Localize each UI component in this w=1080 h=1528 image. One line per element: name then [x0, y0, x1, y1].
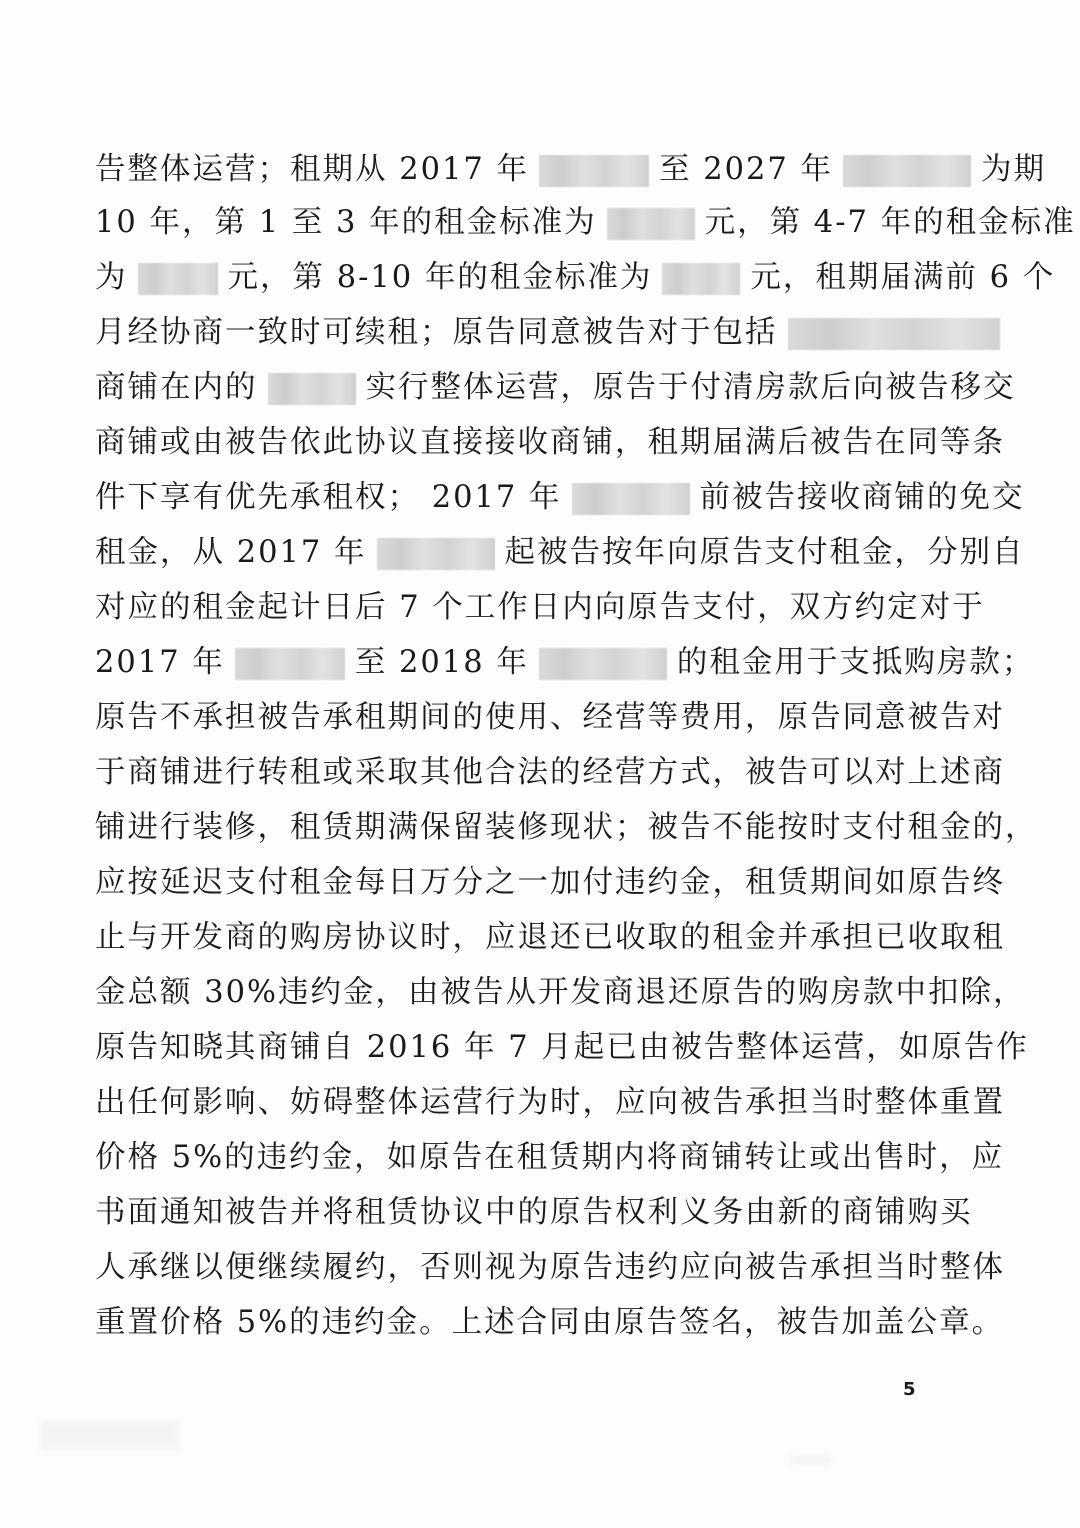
redacted-block [607, 208, 695, 240]
text-line [95, 533, 1025, 573]
text-segment: 为 [95, 260, 128, 295]
text-segment: 人承继以便继续履约，否则视为原告违约应向被告承担当时整体 [95, 1250, 1005, 1285]
text-segment: 出任何影响、妨碍整体运营行为时，应向被告承担当时整体重置 [95, 1085, 1005, 1120]
redacted-block [235, 648, 345, 680]
text-segment: 的租金用于支抵购房款； [676, 645, 1035, 680]
redacted-block [539, 155, 649, 187]
text-line [95, 203, 1076, 243]
text-line [95, 973, 1026, 1013]
text-segment: 对应的租金起计日后 7 个工作日内向原告支付，双方约定对于 [95, 590, 985, 625]
text-line [95, 1303, 1004, 1343]
text-segment: 重置价格 5%的违约金。上述合同由原告签名，被告加盖公章。 [95, 1305, 1005, 1340]
text-line [95, 313, 1010, 353]
redacted-block [662, 263, 740, 295]
text-segment: 2017 年 [95, 645, 225, 680]
redacted-block [377, 538, 495, 570]
text-line [95, 1083, 1005, 1123]
redacted-block [539, 648, 667, 680]
redacted-block [843, 155, 971, 187]
redacted-block [138, 263, 218, 295]
text-line [95, 423, 1005, 463]
text-segment: 商铺或由被告依此协议直接接收商铺，租期届满后被告在同等条 [95, 425, 1005, 460]
text-line [95, 863, 1005, 903]
text-line [95, 368, 1016, 408]
text-line [95, 753, 1005, 793]
text-segment: 元，租期届满前 6 个 [750, 260, 1056, 295]
text-segment: 元，第 4-7 年的租金标准 [704, 205, 1076, 240]
text-segment: 前被告接收商铺的免交 [699, 480, 1025, 515]
text-segment: 件下享有优先承租权； 2017 年 [95, 480, 562, 515]
text-segment: 元，第 8-10 年的租金标准为 [227, 260, 653, 295]
text-segment: 至 2027 年 [659, 152, 834, 187]
text-line [95, 258, 1055, 298]
text-line [95, 918, 1005, 958]
text-segment: 价格 5%的违约金，如原告在租赁期内将商铺转让或出售时，应 [95, 1140, 1005, 1175]
text-segment: 金总额 30%违约金，由被告从开发商退还原告的购房款中扣除， [95, 975, 1026, 1010]
text-segment: 实行整体运营，原告于付清房款后向被告移交 [365, 370, 1016, 405]
scan-smudge [40, 1420, 180, 1450]
text-segment: 止与开发商的购房协议时，应退还已收取的租金并承担已收取租 [95, 920, 1005, 955]
text-line [95, 478, 1025, 518]
redacted-block [788, 318, 1000, 350]
text-line [95, 1193, 973, 1233]
text-segment: 应按延迟支付租金每日万分之一加付违约金，租赁期间如原告终 [95, 865, 1005, 900]
text-segment: 为期 [981, 152, 1047, 187]
text-segment: 铺进行装修，租赁期满保留装修现状；被告不能按时支付租金的， [95, 810, 1038, 845]
text-segment: 书面通知被告并将租赁协议中的原告权利义务由新的商铺购买 [95, 1195, 973, 1230]
redacted-block [268, 373, 356, 405]
page-number: 5 [903, 1379, 916, 1400]
text-line [95, 698, 1005, 738]
text-segment: 原告不承担被告承租期间的使用、经营等费用，原告同意被告对 [95, 700, 1005, 735]
scan-smudge [790, 1455, 830, 1465]
text-segment: 告整体运营；租期从 2017 年 [95, 152, 530, 187]
text-segment: 至 2018 年 [354, 645, 529, 680]
text-segment: 原告知晓其商铺自 2016 年 7 月起已由被告整体运营，如原告作 [95, 1030, 1029, 1065]
text-line [95, 1248, 1005, 1288]
text-segment: 起被告按年向原告支付租金，分别自 [504, 535, 1025, 570]
text-segment: 租金，从 2017 年 [95, 535, 367, 570]
text-line [95, 1138, 1004, 1178]
text-line [95, 808, 1038, 848]
text-segment: 月经协商一致时可续租；原告同意被告对于包括 [95, 315, 778, 350]
text-line [95, 150, 1046, 190]
text-line [95, 643, 1034, 683]
text-segment: 于商铺进行转租或采取其他合法的经营方式，被告可以对上述商 [95, 755, 1005, 790]
text-line [95, 1028, 1029, 1068]
text-segment: 10 年，第 1 至 3 年的租金标准为 [95, 205, 597, 240]
text-line [95, 588, 985, 628]
text-segment: 商铺在内的 [95, 370, 258, 405]
redacted-block [572, 483, 690, 515]
